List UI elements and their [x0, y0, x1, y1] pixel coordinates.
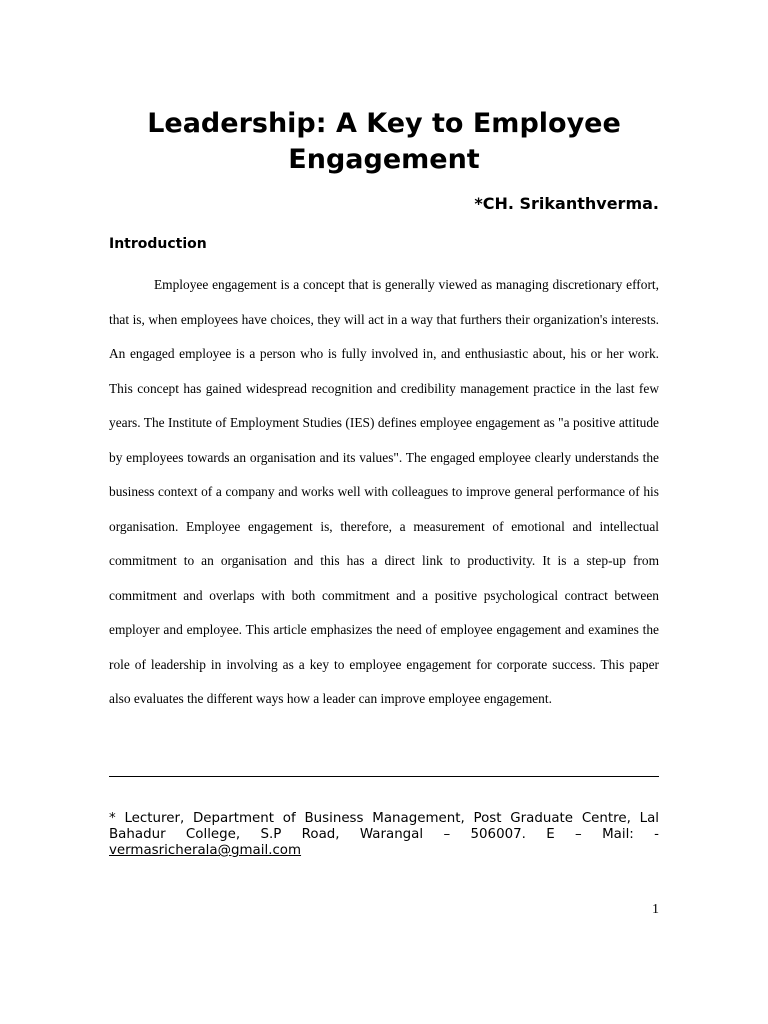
footnote-text: * Lecturer, Department of Business Management, Post Graduate Centre, Lal Bahadur College, S.P Road, Warangal – 506007. E – Mail: -: [109, 811, 659, 842]
author-name: *CH. Srikanthverma.: [474, 194, 659, 213]
author-footnote: [109, 811, 659, 859]
footnote-separator: [109, 776, 659, 777]
document-title: Leadership: A Key to Employee Engagement: [147, 108, 621, 175]
page-number: 1: [652, 902, 659, 917]
section-heading-introduction: Introduction: [109, 236, 207, 252]
introduction-paragraph: Employee engagement is a concept that is generally viewed as managing discretionary effort, that is, when employees have choices, they will act in a way that furthers their organization's interests. An engaged employee is a person who is fully involved in, and enthusiastic about, his or her work. This concept has gained widespread recognition and credibility management practice in the last few years. The Institute of Employment Studies (IES) defines employee engagement as "a positive attitude by employees towards an organisation and its values". The engaged employee clearly understands the business context of a company and works well with colleagues to improve general performance of his organisation. Employee engagement is, therefore, a measurement of emotional and intellectual commitment to an organisation and this has a direct link to productivity. It is a step-up from commitment and overlaps with both commitment and a positive psychological contract between employer and employee. This article emphasizes the need of employee engagement and examines the role of leadership in involving as a key to employee engagement for corporate success. This paper also evaluates the different ways how a leader can improve employee engagement.: [109, 277, 659, 706]
author-email-link[interactable]: vermasricherala@gmail.com: [109, 843, 302, 858]
